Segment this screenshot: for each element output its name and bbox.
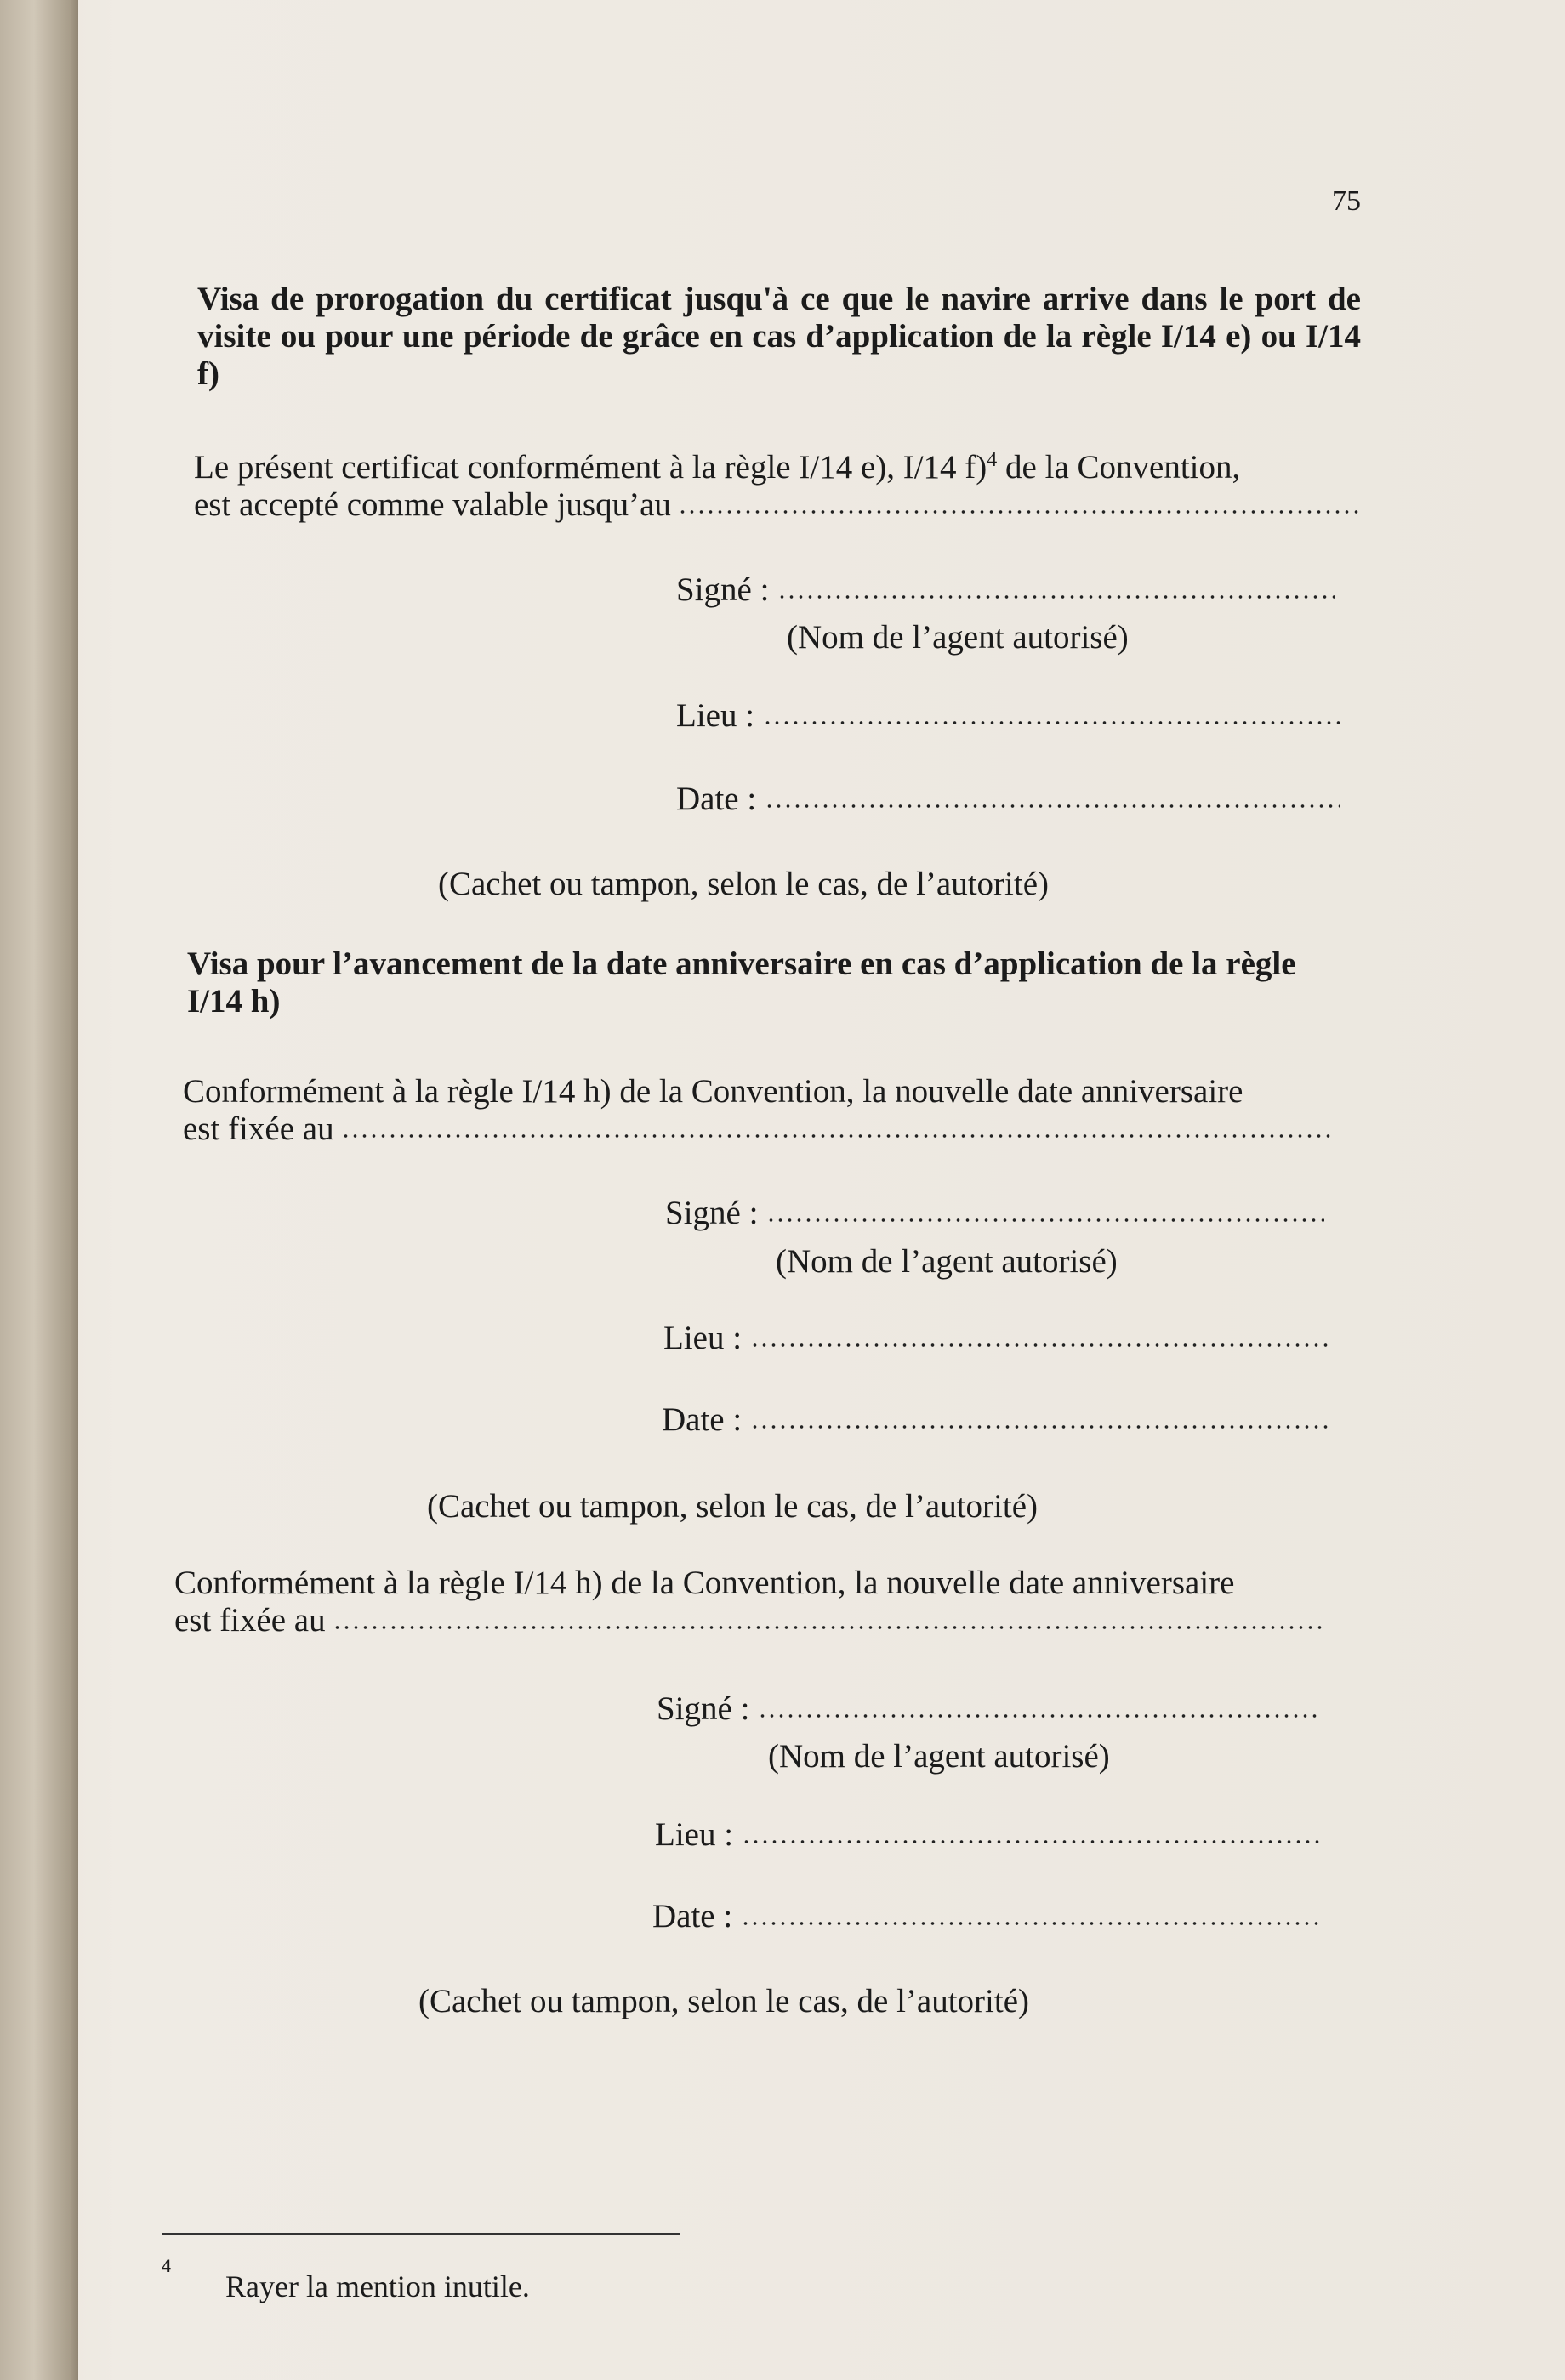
signature-row bbox=[657, 1690, 1318, 1728]
anniversary-date-line bbox=[174, 1602, 1324, 1639]
stamp-caption: (Cachet ou tampon, selon le cas, de l’autorité) bbox=[438, 866, 1049, 902]
dotted-fill bbox=[741, 1922, 1323, 1925]
section-extension-heading-block bbox=[197, 281, 1361, 393]
signature-label: Signé : bbox=[657, 1690, 750, 1727]
date-row bbox=[652, 1898, 1323, 1935]
section-heading: Visa de prorogation du certificat jusqu'à ce que le navire arrive dans le port de visite ou pour une période de grâce en cas d’application de la règle I/14 e) ou I/14 f) bbox=[197, 281, 1361, 392]
dotted-fill bbox=[678, 510, 1359, 514]
section-extension-paragraph bbox=[194, 449, 1359, 524]
footnote-ref: 4 bbox=[987, 449, 998, 471]
section-heading: Visa pour l’avancement de la date anniversaire en cas d’application de la règle I/14 h) bbox=[187, 946, 1296, 1020]
paragraph-line: Conformément à la règle I/14 h) de la Convention, la nouvelle date anniversaire bbox=[174, 1565, 1235, 1601]
anniversary-label: est fixée au bbox=[174, 1602, 326, 1639]
book-binding bbox=[0, 0, 78, 2380]
paragraph-text: Le présent certificat conformément à la règle I/14 e), I/14 f) bbox=[194, 449, 987, 486]
paragraph-line bbox=[194, 449, 1359, 486]
place-row bbox=[676, 697, 1340, 735]
place-label: Lieu : bbox=[676, 697, 755, 734]
anniversary-label: est fixée au bbox=[183, 1110, 334, 1147]
place-label: Lieu : bbox=[663, 1320, 743, 1356]
agent-caption: (Nom de l’agent autorisé) bbox=[768, 1738, 1110, 1775]
validity-label: est accepté comme valable jusqu’au bbox=[194, 486, 671, 523]
agent-caption: (Nom de l’agent autorisé) bbox=[787, 619, 1129, 656]
dotted-fill bbox=[766, 1218, 1324, 1222]
footnote-text: Rayer la mention inutile. bbox=[225, 2269, 530, 2303]
page-number: 75 bbox=[1332, 185, 1361, 217]
validity-date-line bbox=[194, 486, 1359, 524]
dotted-fill bbox=[750, 1343, 1331, 1347]
date-label: Date : bbox=[662, 1401, 743, 1438]
place-label: Lieu : bbox=[655, 1816, 734, 1853]
footnote-separator bbox=[162, 2233, 680, 2235]
footnote-mark: 4 bbox=[162, 2255, 171, 2276]
date-label: Date : bbox=[676, 781, 757, 817]
date-row bbox=[662, 1401, 1331, 1439]
anniversary-date-line bbox=[183, 1110, 1331, 1148]
section-anniversary-heading-block bbox=[187, 946, 1301, 1020]
stamp-caption: (Cachet ou tampon, selon le cas, de l’autorité) bbox=[418, 1983, 1029, 2019]
signature-label: Signé : bbox=[676, 571, 770, 608]
dotted-fill bbox=[750, 1425, 1331, 1429]
paragraph-text: de la Convention, bbox=[997, 449, 1241, 486]
dotted-fill bbox=[333, 1626, 1324, 1629]
dotted-fill bbox=[758, 1714, 1318, 1718]
stamp-caption: (Cachet ou tampon, selon le cas, de l’autorité) bbox=[427, 1488, 1038, 1525]
dotted-fill bbox=[777, 595, 1335, 599]
date-label: Date : bbox=[652, 1898, 733, 1934]
dotted-fill bbox=[765, 804, 1340, 808]
dotted-fill bbox=[763, 721, 1340, 724]
paragraph-line: Conformément à la règle I/14 h) de la Convention, la nouvelle date anniversaire bbox=[183, 1073, 1243, 1110]
place-row bbox=[663, 1320, 1331, 1357]
agent-caption: (Nom de l’agent autorisé) bbox=[776, 1243, 1118, 1280]
signature-row bbox=[665, 1195, 1324, 1232]
dotted-fill bbox=[341, 1134, 1331, 1138]
section-anniversary-paragraph-2 bbox=[174, 1565, 1324, 1639]
signature-row bbox=[676, 571, 1335, 609]
place-row bbox=[655, 1816, 1323, 1854]
date-row bbox=[676, 781, 1340, 818]
signature-label: Signé : bbox=[665, 1195, 759, 1231]
dotted-fill bbox=[742, 1840, 1323, 1843]
section-anniversary-paragraph bbox=[183, 1073, 1331, 1148]
